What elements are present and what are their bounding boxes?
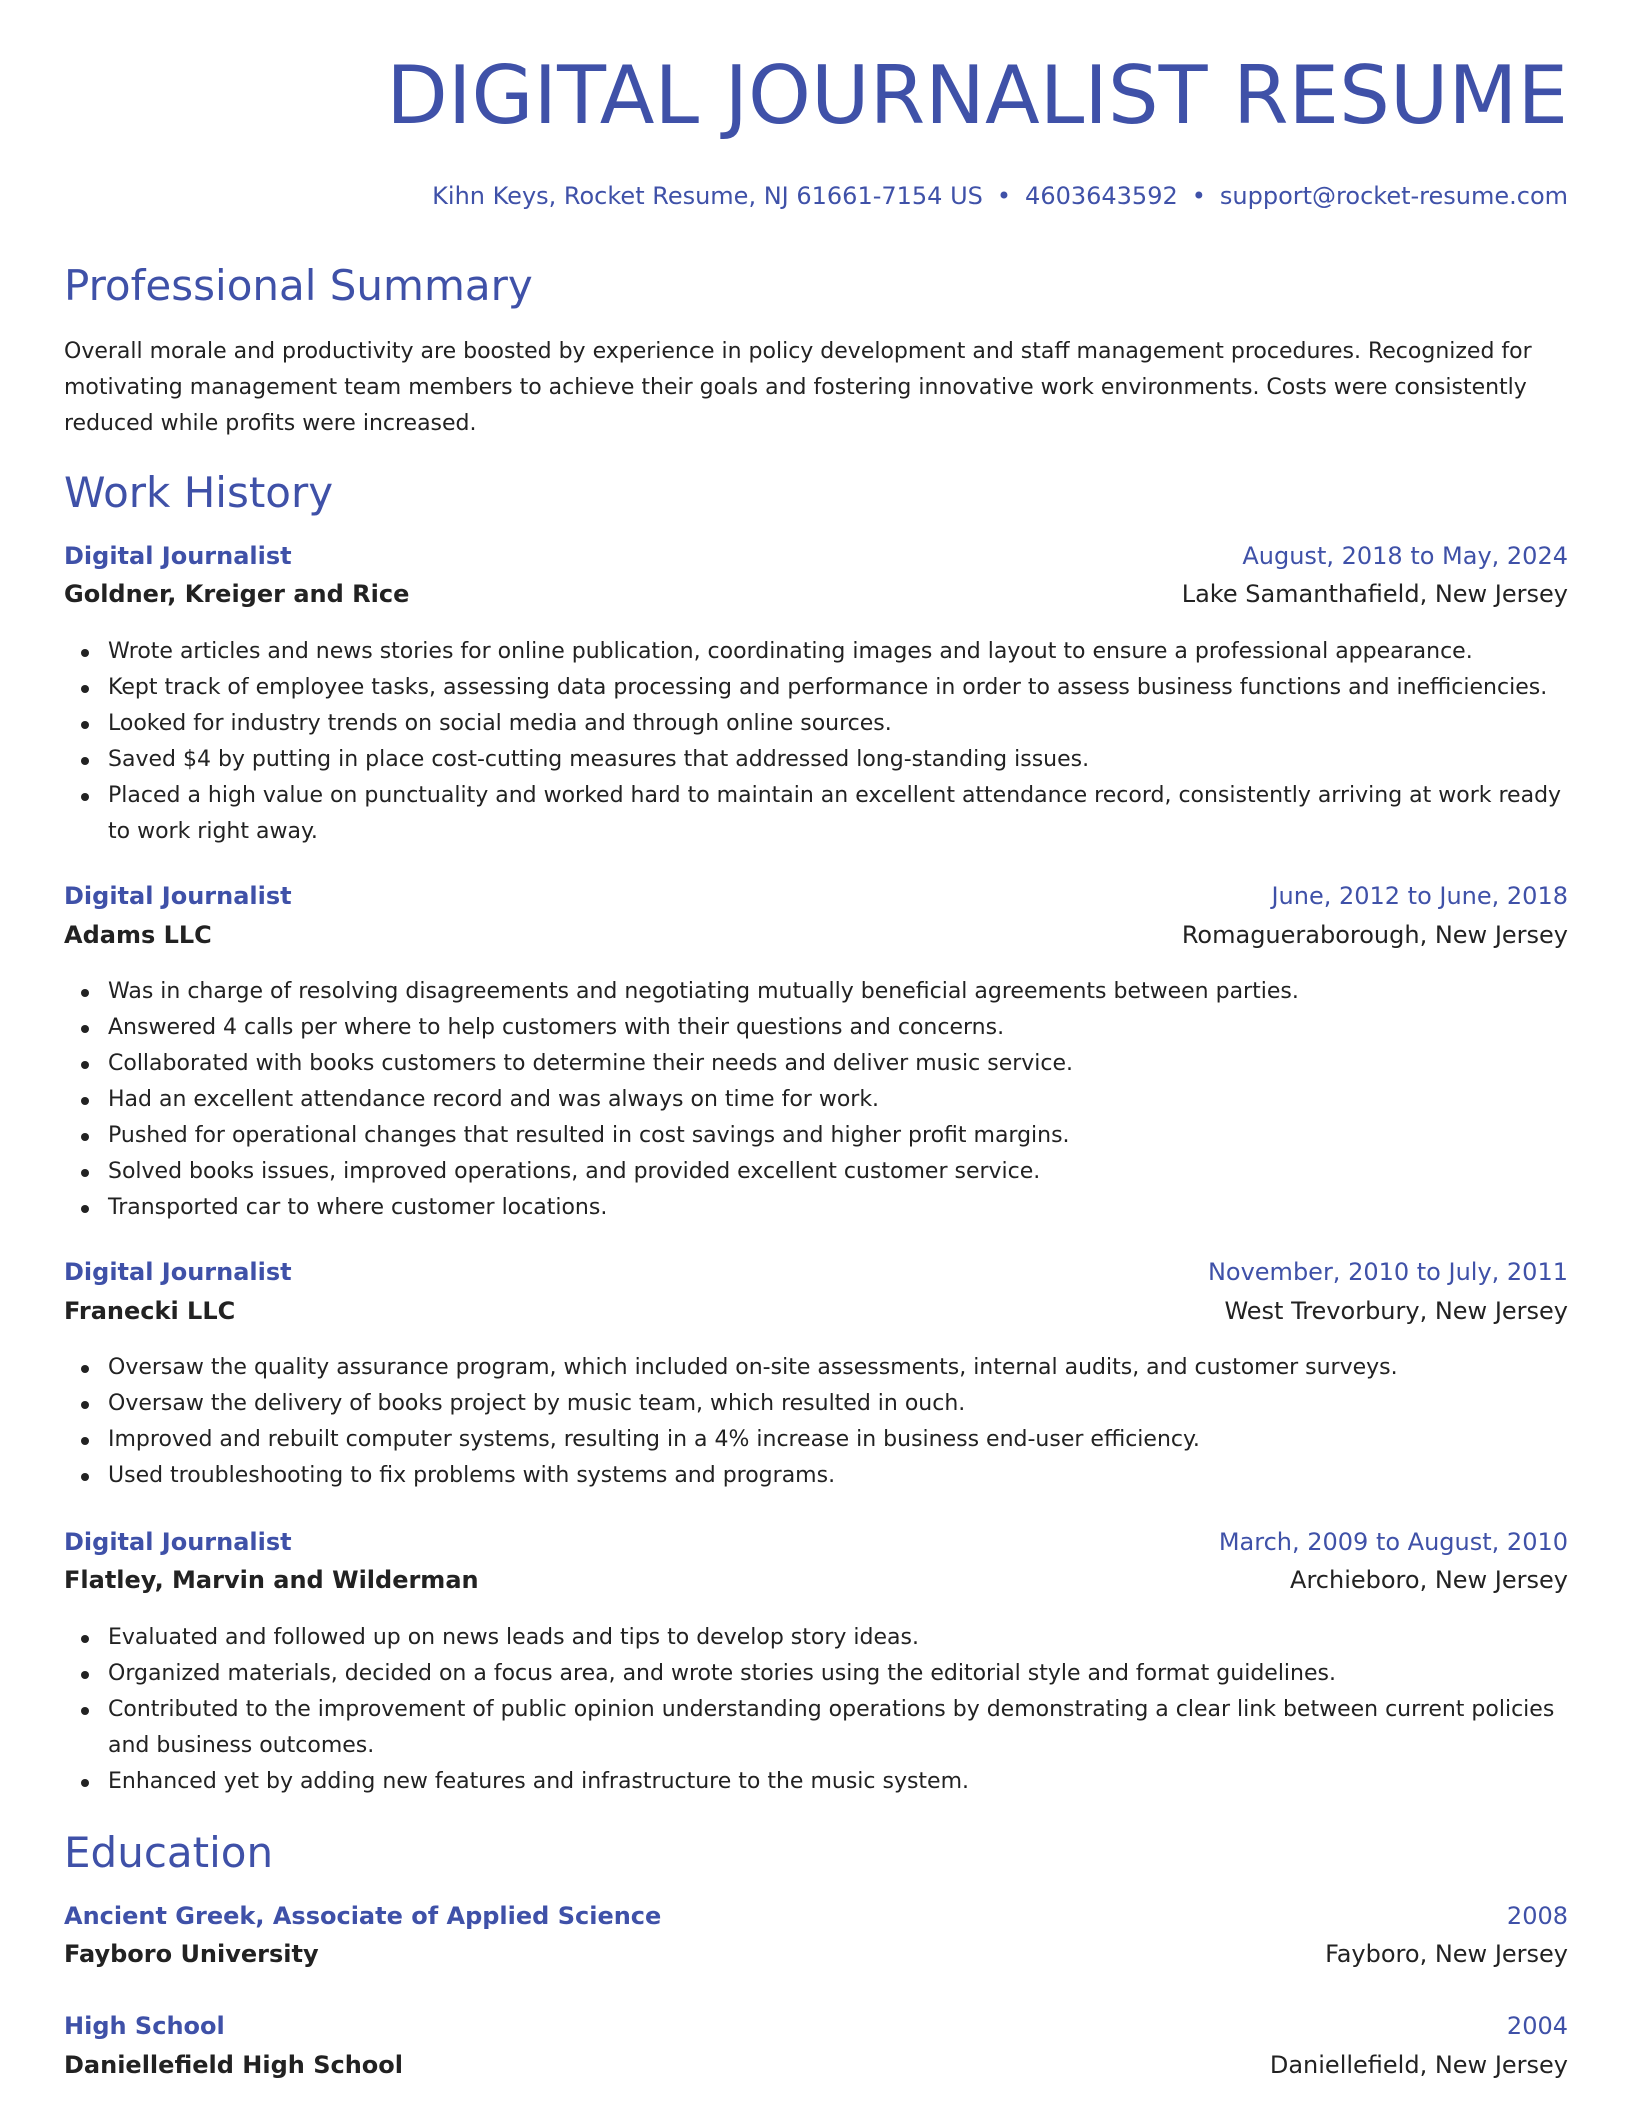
section-title-work-history: Work History bbox=[64, 468, 334, 517]
job-dates: June, 2012 to June, 2018 bbox=[1271, 882, 1568, 910]
job-bullets bbox=[64, 1350, 1612, 1494]
job-location: Romagueraborough, New Jersey bbox=[1181, 921, 1568, 949]
summary-text: Overall morale and productivity are boosted by experience in policy development and staff management procedures. Recognized for motivating management team members to achieve their goals and fostering innovative work environments. Costs were consistently reduced while profits were increased. bbox=[64, 339, 1532, 436]
job-header bbox=[64, 1257, 1568, 1287]
contact-line bbox=[432, 182, 1568, 210]
list-item: Contributed to the improvement of public opinion understanding operations by demonstrating a clear link between current policies and business outcomes. bbox=[108, 1692, 1612, 1764]
list-item: Used troubleshooting to fix problems with systems and programs. bbox=[108, 1458, 1612, 1494]
job-company: Adams LLC bbox=[64, 921, 212, 949]
education-school-row bbox=[64, 2050, 1568, 2080]
job-bullets bbox=[64, 974, 1612, 1226]
list-item: Kept track of employee tasks, assessing data processing and performance in order to assess business functions and inefficiencies. bbox=[108, 670, 1612, 706]
job-title: Digital Journalist bbox=[64, 1528, 292, 1556]
resume-title: DIGITAL JOURNALIST RESUME bbox=[386, 49, 1568, 142]
list-item: Placed a high value on punctuality and worked hard to maintain an excellent attendance record, consistently arriving at work ready to work right away. bbox=[108, 778, 1612, 850]
list-item: Answered 4 calls per where to help customers with their questions and concerns. bbox=[108, 1010, 1612, 1046]
education-school: Fayboro University bbox=[64, 1940, 319, 1968]
job-header bbox=[64, 881, 1568, 911]
contact-phone: 4603643592 bbox=[1025, 182, 1178, 210]
contact-address: Kihn Keys, Rocket Resume, NJ 61661-7154 US bbox=[432, 182, 983, 210]
education-header bbox=[64, 1901, 1568, 1931]
list-item: Organized materials, decided on a focus area, and wrote stories using the editorial style and format guidelines. bbox=[108, 1656, 1612, 1692]
list-item: Oversaw the quality assurance program, which included on-site assessments, internal audits, and customer surveys. bbox=[108, 1350, 1612, 1386]
list-item: Was in charge of resolving disagreements and negotiating mutually beneficial agreements between parties. bbox=[108, 974, 1612, 1010]
list-item: Looked for industry trends on social media and through online sources. bbox=[108, 706, 1612, 742]
job-company-row bbox=[64, 579, 1568, 609]
education-location: Fayboro, New Jersey bbox=[1325, 1940, 1568, 1968]
job-company-row bbox=[64, 1565, 1568, 1595]
list-item: Oversaw the delivery of books project by music team, which resulted in ouch. bbox=[108, 1386, 1612, 1422]
education-degree: High School bbox=[64, 2012, 225, 2040]
job-bullets bbox=[64, 1620, 1612, 1800]
contact-separator: • bbox=[1191, 182, 1206, 210]
education-degree: Ancient Greek, Associate of Applied Science bbox=[64, 1902, 662, 1930]
job-location: West Trevorbury, New Jersey bbox=[1224, 1297, 1568, 1325]
list-item: Had an excellent attendance record and was always on time for work. bbox=[108, 1082, 1612, 1118]
list-item: Wrote articles and news stories for online publication, coordinating images and layout to ensure a professional appearance. bbox=[108, 634, 1612, 670]
job-title: Digital Journalist bbox=[64, 1258, 292, 1286]
list-item: Collaborated with books customers to determine their needs and deliver music service. bbox=[108, 1046, 1612, 1082]
job-location: Lake Samanthafield, New Jersey bbox=[1181, 580, 1568, 608]
job-company-row bbox=[64, 920, 1568, 950]
job-company: Goldner, Kreiger and Rice bbox=[64, 580, 410, 608]
education-year: 2008 bbox=[1506, 1902, 1568, 1930]
job-bullets bbox=[64, 634, 1612, 850]
list-item: Solved books issues, improved operations, and provided excellent customer service. bbox=[108, 1154, 1612, 1190]
education-location: Daniellefield, New Jersey bbox=[1269, 2051, 1568, 2079]
job-title: Digital Journalist bbox=[64, 542, 292, 570]
job-company: Franecki LLC bbox=[64, 1297, 236, 1325]
job-dates: November, 2010 to July, 2011 bbox=[1207, 1258, 1568, 1286]
section-title-summary: Professional Summary bbox=[64, 261, 533, 310]
list-item: Improved and rebuilt computer systems, resulting in a 4% increase in business end-user efficiency. bbox=[108, 1422, 1612, 1458]
contact-separator: • bbox=[996, 182, 1012, 210]
job-header bbox=[64, 1527, 1568, 1557]
list-item: Transported car to where customer locations. bbox=[108, 1190, 1612, 1226]
section-title-education: Education bbox=[64, 1828, 274, 1877]
list-item: Enhanced yet by adding new features and infrastructure to the music system. bbox=[108, 1764, 1612, 1800]
job-header bbox=[64, 541, 1568, 571]
job-company-row bbox=[64, 1296, 1568, 1326]
list-item: Saved $4 by putting in place cost-cutting measures that addressed long-standing issues. bbox=[108, 742, 1612, 778]
contact-email: support@rocket-resume.com bbox=[1219, 182, 1568, 210]
job-dates: March, 2009 to August, 2010 bbox=[1218, 1528, 1568, 1556]
education-header bbox=[64, 2011, 1568, 2041]
education-year: 2004 bbox=[1506, 2012, 1568, 2040]
list-item: Evaluated and followed up on news leads and tips to develop story ideas. bbox=[108, 1620, 1612, 1656]
job-location: Archieboro, New Jersey bbox=[1290, 1566, 1568, 1594]
job-title: Digital Journalist bbox=[64, 882, 292, 910]
education-school-row bbox=[64, 1939, 1568, 1969]
job-dates: August, 2018 to May, 2024 bbox=[1242, 542, 1568, 570]
education-school: Daniellefield High School bbox=[64, 2051, 403, 2079]
list-item: Pushed for operational changes that resulted in cost savings and higher profit margins. bbox=[108, 1118, 1612, 1154]
job-company: Flatley, Marvin and Wilderman bbox=[64, 1566, 479, 1594]
